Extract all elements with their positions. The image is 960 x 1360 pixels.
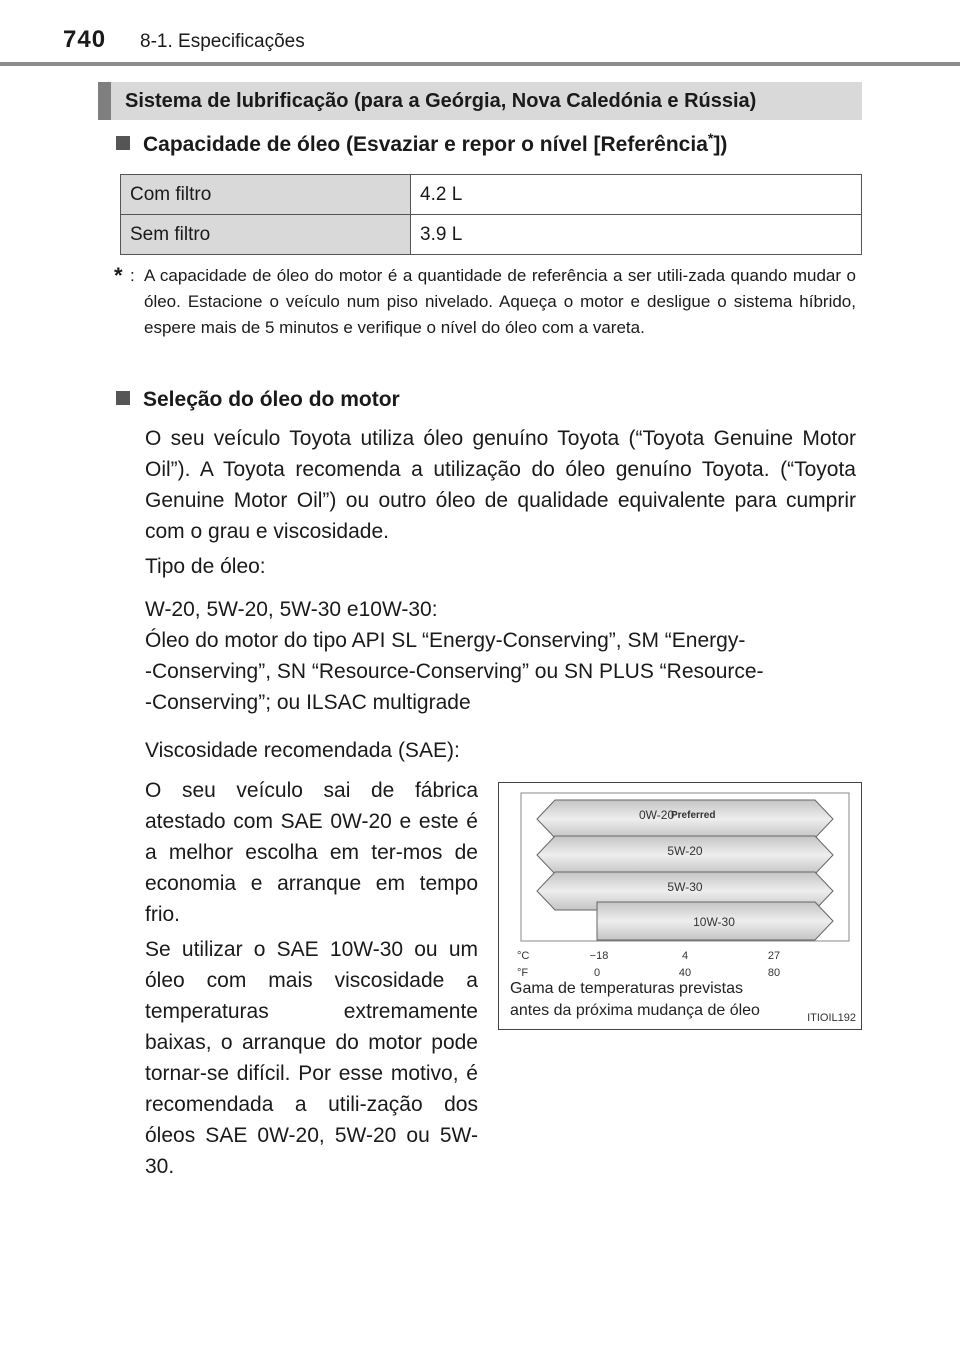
band-label: 0W-20 xyxy=(639,808,675,822)
band-label: 5W-30 xyxy=(667,880,703,894)
fahrenheit-unit: °F xyxy=(517,967,529,979)
oil-type-line: -Conserving”; ou ILSAC multigrade xyxy=(145,691,471,714)
celsius-tick: 4 xyxy=(681,950,689,962)
celsius-tick: −18 xyxy=(589,950,609,962)
figure-caption-line: antes da próxima mudança de óleo xyxy=(510,1002,760,1019)
viscosity-chart-figure xyxy=(498,782,862,1030)
oil-capacity-heading-end: ]) xyxy=(713,133,728,156)
table-row-value: 3.9 L xyxy=(411,215,862,255)
figure-code: ITIOIL192 xyxy=(807,1012,856,1024)
table-row xyxy=(121,175,862,215)
oil-type-line: W-20, 5W-20, 5W-30 e10W-30: xyxy=(145,598,438,621)
oil-capacity-heading xyxy=(116,130,727,157)
cold-start-paragraph: Se utilizar o SAE 10W-30 ou um óleo com mais viscosidade a temperaturas extremamente baixas, o arranque do motor pode tornar-se difícil. Por esse motivo, é recomendada a utili-zação dos óleos SAE 0W-20, 5W-20 ou 5W-30. xyxy=(145,938,478,1178)
fahrenheit-tick: 40 xyxy=(678,967,692,979)
footnote-mark: * xyxy=(114,263,123,288)
section-title: Sistema de lubrificação (para a Geórgia, Nova Caledónia e Rússia) xyxy=(125,90,757,112)
band-label: 5W-20 xyxy=(667,844,703,858)
band-label: 10W-30 xyxy=(693,915,735,929)
fahrenheit-tick: 80 xyxy=(767,967,781,979)
fahrenheit-tick: 0 xyxy=(593,967,601,979)
oil-type-line: Óleo do motor do tipo API SL “Energy-Conserving”, SM “Energy- xyxy=(145,629,746,652)
square-bullet-icon xyxy=(116,391,130,405)
table-row-label: Sem filtro xyxy=(121,215,411,255)
oil-selection-heading xyxy=(116,388,400,412)
square-bullet-icon xyxy=(116,136,130,150)
table-row-label: Com filtro xyxy=(121,175,411,215)
oil-type-description xyxy=(145,594,764,718)
figure-caption-line: Gama de temperaturas previstas xyxy=(510,980,743,997)
factory-fill-paragraph: O seu veículo sai de fábrica atestado com SAE 0W-20 e este é a melhor escolha em ter-mos de economia e arranque em tempo frio. xyxy=(145,779,478,926)
viscosity-label: Viscosidade recomendada (SAE): xyxy=(145,739,460,762)
preferred-tag: Preferred xyxy=(671,810,716,821)
table-row xyxy=(121,215,862,255)
footnote-text: A capacidade de óleo do motor é a quantidade de referência a ser utili-zada quando mudar o óleo. Estacione o veículo num piso nivelado. Aqueça o motor e desligue o sistema híbrido, espere mais de 5 minutos e verifique o nível do óleo com a vareta. xyxy=(144,266,856,337)
oil-selection-paragraph: O seu veículo Toyota utiliza óleo genuíno Toyota (“Toyota Genuine Motor Oil”). A Toyota recomenda a utilização do óleo genuíno Toyota. (“Toyota Genuine Motor Oil”) ou outro óleo de qualidade equivalente para cumprir com o grau e viscosidade. xyxy=(145,427,856,543)
chapter-title: 8-1. Especificações xyxy=(140,31,305,52)
footnote-colon: : xyxy=(130,266,135,285)
celsius-unit: °C xyxy=(517,950,530,962)
oil-capacity-heading-main: Capacidade de óleo (Esvaziar e repor o nível [Referência xyxy=(143,133,708,156)
page-number: 740 xyxy=(63,26,107,53)
section-title-bar xyxy=(98,82,862,120)
celsius-tick: 27 xyxy=(767,950,781,962)
header-rule xyxy=(0,62,960,66)
table-row-value: 4.2 L xyxy=(411,175,862,215)
reference-mark: * xyxy=(707,130,714,146)
footnote xyxy=(114,263,856,341)
oil-capacity-table xyxy=(120,174,862,255)
oil-type-label: Tipo de óleo: xyxy=(145,555,266,578)
oil-type-line: -Conserving”, SN “Resource-Conserving” ou SN PLUS “Resource- xyxy=(145,660,764,683)
oil-selection-heading-text: Seleção do óleo do motor xyxy=(143,388,400,411)
figure-caption xyxy=(510,978,760,1022)
